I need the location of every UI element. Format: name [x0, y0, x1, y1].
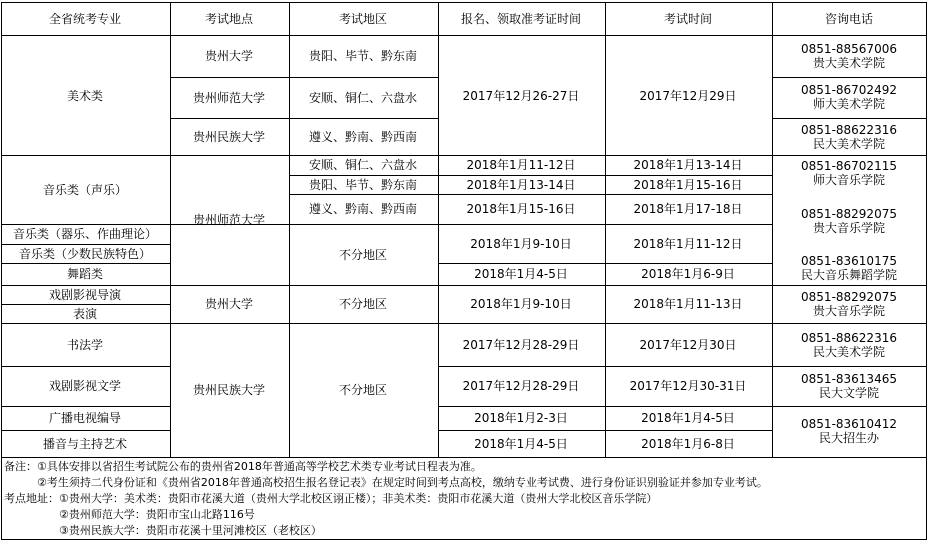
exam-time-cell: 2018年1月4-5日 — [641, 411, 735, 425]
major-cell: 播音与主持艺术 — [42, 437, 128, 451]
note-line: ②贵州师范大学：贵阳市宝山北路116号 — [4, 508, 255, 521]
venue-cell: 贵州大学 — [204, 297, 254, 311]
phone-unit: 民大招生办 — [818, 431, 880, 445]
phone-unit: 民大美术学院 — [812, 345, 886, 359]
grid-line — [1, 366, 170, 367]
region-cell: 贵阳、毕节、黔东南 — [308, 49, 418, 63]
phone-cell — [801, 372, 897, 400]
grid-line — [772, 118, 927, 119]
grid-line — [289, 2, 290, 457]
major-cell: 美术类 — [66, 89, 104, 103]
phone-unit: 贵大美术学院 — [812, 56, 886, 70]
region-cell: 贵阳、毕节、黔东南 — [308, 178, 418, 192]
notes-section — [4, 459, 924, 539]
registration-cell: 2017年12月28-29日 — [462, 338, 580, 352]
major-cell: 戏剧影视导演 — [48, 288, 122, 302]
exam-time-cell: 2018年1月6-8日 — [641, 437, 735, 451]
grid-line — [1, 263, 170, 264]
registration-cell: 2018年1月9-10日 — [470, 297, 572, 311]
note-line: 备注：①具体安排以省招生考试院公布的贵州省2018年普通高等学校艺术类专业考试日程表为准。 — [4, 460, 482, 473]
note-line: ②考生须持二代身份证和《贵州省2018年普通高校招生报名登记表》在规定时间到考点高校，缴纳专业考试费、进行身份证识别验证并参加专业考试。 — [4, 476, 768, 489]
grid-line — [1, 2, 2, 539]
major-cell: 表演 — [72, 307, 98, 321]
region-cell: 不分地区 — [338, 383, 388, 397]
grid-line — [1, 2, 927, 3]
exam-time-cell: 2018年1月13-14日 — [633, 158, 743, 172]
phone-cell — [801, 42, 897, 70]
registration-cell: 2017年12月28-29日 — [462, 379, 580, 393]
phone-cell — [801, 254, 897, 282]
phone-unit: 师大音乐学院 — [812, 173, 886, 187]
exam-time-cell: 2018年1月11-13日 — [633, 297, 743, 311]
phone-number: 0851-83610412 — [801, 417, 897, 431]
grid-line — [170, 2, 171, 457]
phone-unit: 民大文学院 — [818, 386, 880, 400]
grid-line — [438, 406, 927, 407]
grid-line — [438, 366, 927, 367]
header-major: 全省统考专业 — [48, 12, 122, 26]
grid-line — [772, 77, 927, 78]
grid-line — [1, 457, 927, 458]
grid-line — [1, 304, 170, 305]
grid-line — [289, 194, 772, 195]
exam-time-cell: 2017年12月29日 — [639, 89, 737, 103]
grid-line — [1, 406, 170, 407]
registration-cell: 2017年12月26-27日 — [462, 89, 580, 103]
venue-cell: 贵州师范大学 — [192, 91, 266, 105]
note-line: 考点地址：①贵州大学：美术类：贵阳市花溪大道（贵州大学北校区诩正楼）；非美术类：贵阳市花溪大道（贵州大学北校区音乐学院） — [4, 492, 658, 505]
grid-line — [1, 244, 170, 245]
registration-cell: 2018年1月13-14日 — [466, 178, 576, 192]
grid-line — [1, 224, 772, 225]
registration-cell: 2018年1月15-16日 — [466, 202, 576, 216]
venue-cell: 贵州民族大学 — [192, 130, 266, 144]
phone-cell — [801, 83, 897, 111]
phone-number: 0851-88622316 — [801, 331, 897, 345]
grid-line — [1, 35, 927, 36]
exam-time-cell: 2018年1月15-16日 — [633, 178, 743, 192]
grid-line — [1, 285, 927, 286]
phone-number: 0851-88567006 — [801, 42, 897, 56]
phone-unit: 民大美术学院 — [812, 137, 886, 151]
registration-cell: 2018年1月9-10日 — [470, 237, 572, 251]
grid-line — [438, 2, 439, 457]
major-cell: 音乐类（器乐、作曲理论） — [12, 227, 158, 241]
region-cell: 遵义、黔南、黔西南 — [308, 130, 418, 144]
phone-unit: 贵大音乐学院 — [812, 221, 886, 235]
exam-time-cell: 2018年1月17-18日 — [633, 202, 743, 216]
header-region: 考试地区 — [338, 12, 388, 26]
grid-line — [605, 2, 606, 457]
phone-unit: 贵大音乐学院 — [812, 304, 886, 318]
grid-line — [1, 539, 927, 540]
grid-line — [170, 118, 438, 119]
phone-cell — [801, 207, 897, 235]
exam-time-cell: 2018年1月11-12日 — [633, 237, 743, 251]
venue-cell: 贵州师范大学 — [192, 213, 266, 227]
exam-time-cell: 2017年12月30日 — [639, 338, 737, 352]
phone-cell — [801, 417, 897, 445]
grid-line — [926, 2, 927, 539]
grid-line — [772, 2, 773, 457]
header-exam-time: 考试时间 — [663, 12, 713, 26]
exam-time-cell: 2018年1月6-9日 — [641, 267, 735, 281]
phone-number: 0851-83613465 — [801, 372, 897, 386]
registration-cell: 2018年1月2-3日 — [474, 411, 568, 425]
grid-line — [1, 155, 927, 156]
phone-cell — [801, 290, 897, 318]
header-phone: 咨询电话 — [824, 12, 874, 26]
phone-unit: 民大音乐舞蹈学院 — [800, 268, 898, 282]
phone-number: 0851-86702492 — [801, 83, 897, 97]
venue-cell: 贵州大学 — [204, 49, 254, 63]
registration-cell: 2018年1月4-5日 — [474, 267, 568, 281]
header-registration: 报名、领取准考证时间 — [460, 12, 582, 26]
phone-cell — [801, 123, 897, 151]
phone-number: 0851-86702115 — [801, 159, 897, 173]
phone-number: 0851-88622316 — [801, 123, 897, 137]
exam-time-cell: 2017年12月30-31日 — [629, 379, 747, 393]
phone-cell — [801, 331, 897, 359]
registration-cell: 2018年1月4-5日 — [474, 437, 568, 451]
grid-line — [289, 175, 772, 176]
phone-unit: 师大美术学院 — [812, 97, 886, 111]
region-cell: 不分地区 — [338, 248, 388, 262]
phone-number: 0851-88292075 — [801, 207, 897, 221]
major-cell: 广播电视编导 — [48, 411, 122, 425]
venue-cell: 贵州民族大学 — [192, 383, 266, 397]
header-venue: 考试地点 — [204, 12, 254, 26]
phone-cell — [801, 159, 897, 187]
note-line: ③贵州民族大学：贵阳市花溪十里河滩校区（老校区） — [4, 524, 322, 537]
region-cell: 不分地区 — [338, 297, 388, 311]
registration-cell: 2018年1月11-12日 — [466, 158, 576, 172]
region-cell: 遵义、黔南、黔西南 — [308, 202, 418, 216]
region-cell: 安顺、铜仁、六盘水 — [308, 158, 418, 172]
grid-line — [1, 323, 927, 324]
major-cell: 音乐类（声乐） — [42, 183, 128, 197]
grid-line — [170, 77, 438, 78]
major-cell: 书法学 — [66, 338, 104, 352]
phone-number: 0851-83610175 — [801, 254, 897, 268]
major-cell: 舞蹈类 — [66, 267, 104, 281]
major-cell: 音乐类（少数民族特色） — [18, 247, 152, 261]
region-cell: 安顺、铜仁、六盘水 — [308, 91, 418, 105]
major-cell: 戏剧影视文学 — [48, 379, 122, 393]
phone-number: 0851-88292075 — [801, 290, 897, 304]
grid-line — [1, 430, 170, 431]
